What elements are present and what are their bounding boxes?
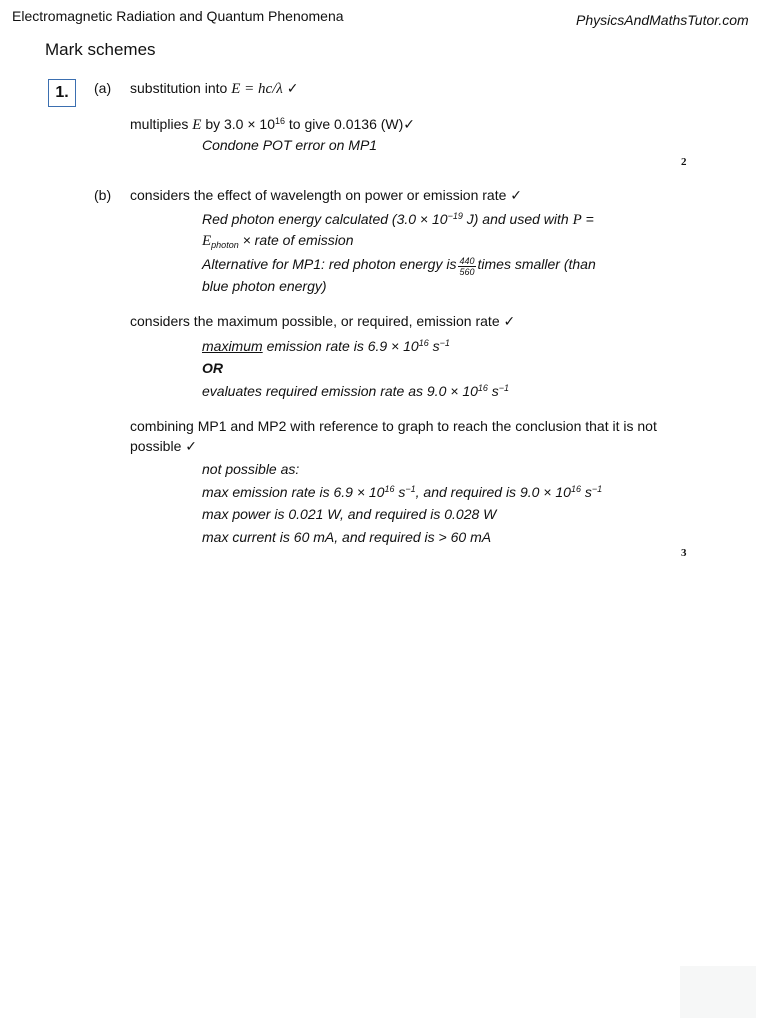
mp1-note1-text: Red photon energy calculated (3.0 × 10 — [202, 211, 448, 227]
part-b-mp2-text: considers the maximum possible, or required, emission rate — [130, 313, 500, 329]
part-b-mp2 — [130, 312, 515, 330]
part-b-mp2-max — [202, 337, 450, 355]
mp2-eval-unit: s — [491, 383, 499, 399]
mp1-alt-text: Alternative for MP1: red photon energy is — [202, 256, 457, 272]
mp3-note1-unit-exponent: −1 — [405, 484, 416, 494]
part-a-mp2-mid: by 3.0 × 10 — [205, 116, 275, 132]
part-a-mp2-exponent: 16 — [274, 116, 285, 126]
mp1-note1-text2: J) and used with — [466, 211, 569, 227]
part-a-mp2-post: to give 0.0136 (W) — [288, 116, 404, 132]
mp3-note1-unit-exponent2: −1 — [591, 484, 603, 494]
mp2-max-unit-exponent: −1 — [439, 338, 450, 348]
tick-icon: ✓ — [510, 187, 523, 203]
part-a-label: (a) — [94, 80, 112, 96]
mp1-note1-exponent: −19 — [447, 211, 463, 221]
part-b-mp3-line2-text: possible — [130, 438, 182, 454]
mp3-note1-exponent2: 16 — [570, 484, 581, 494]
part-b-mp3-line1: combining MP1 and MP2 with reference to graph to reach the conclusion that it is not — [130, 418, 657, 434]
part-b-mp3-note1 — [202, 483, 602, 501]
mp3-note1-text2: , and required is 9.0 × 10 — [415, 484, 571, 500]
mp2-eval-unit-exponent: −1 — [498, 383, 510, 393]
or-separator: OR — [202, 360, 223, 376]
part-b-mp1-note2 — [202, 231, 353, 250]
part-a-mp2 — [130, 115, 415, 134]
energy-formula: E = hc/λ — [231, 81, 283, 97]
fraction — [458, 256, 475, 277]
part-a-mp2-pre: multiplies — [130, 116, 189, 132]
question-number: 1. — [48, 79, 76, 107]
photon-subscript: photon — [211, 240, 239, 250]
mp2-max-unit: s — [432, 338, 440, 354]
part-a-mp1-text: substitution into — [130, 80, 228, 96]
mp2-max-exponent: 16 — [418, 338, 429, 348]
part-a-marks: 2 — [681, 156, 687, 168]
tick-icon: ✓ — [185, 438, 197, 454]
mp3-note1-text: max emission rate is 6.9 × 10 — [202, 484, 385, 500]
part-a-note: Condone POT error on MP1 — [202, 137, 378, 153]
energy-symbol: E — [202, 233, 212, 249]
mp3-note1-exponent: 16 — [384, 484, 395, 494]
mp3-note1-unit2: s — [584, 484, 592, 500]
fraction-denominator: 560 — [459, 267, 475, 277]
power-symbol: P — [572, 212, 582, 228]
maximum-word: maximum — [202, 338, 263, 354]
part-b-marks: 3 — [681, 547, 687, 559]
part-b-mp1-text: considers the effect of wavelength on power or emission rate — [130, 187, 507, 203]
document-title: Electromagnetic Radiation and Quantum Phenomena — [12, 8, 344, 24]
part-b-mp1-alternative — [202, 255, 596, 277]
part-a-mp1 — [130, 79, 298, 98]
mp2-eval-text: evaluates required emission rate as 9.0 × 10 — [202, 383, 478, 399]
fraction-numerator: 440 — [459, 256, 475, 266]
part-b-mp1-alternative-cont: blue photon energy) — [202, 278, 327, 294]
mp2-eval-exponent: 16 — [477, 383, 488, 393]
part-b-mp1-note1 — [202, 210, 594, 229]
brand-name: PhysicsAndMathsTutor.com — [576, 12, 749, 28]
mp1-alt-text2: times smaller (than — [477, 256, 596, 272]
mp1-note2-text: × rate of emission — [242, 232, 354, 248]
part-b-mp3-note-head: not possible as: — [202, 461, 300, 477]
part-b-mp3-note2: max power is 0.021 W, and required is 0.028 W — [202, 506, 497, 522]
mp3-note1-unit: s — [398, 484, 406, 500]
part-b-label: (b) — [94, 187, 112, 203]
tick-icon: ✓ — [403, 116, 416, 132]
equals-sign: = — [585, 211, 594, 227]
mp2-max-text: emission rate is 6.9 × 10 — [266, 338, 419, 354]
tick-icon: ✓ — [503, 313, 516, 329]
part-b-mp3-note3: max current is 60 mA, and required is > 60 mA — [202, 529, 492, 545]
part-b-mp2-eval — [202, 382, 509, 400]
part-b-mp3-line2 — [130, 437, 197, 455]
part-b-mp1 — [130, 186, 522, 204]
tick-icon: ✓ — [286, 80, 299, 96]
energy-symbol: E — [192, 117, 202, 133]
page-corner-shade — [680, 966, 756, 1018]
page-title: Mark schemes — [45, 40, 156, 59]
